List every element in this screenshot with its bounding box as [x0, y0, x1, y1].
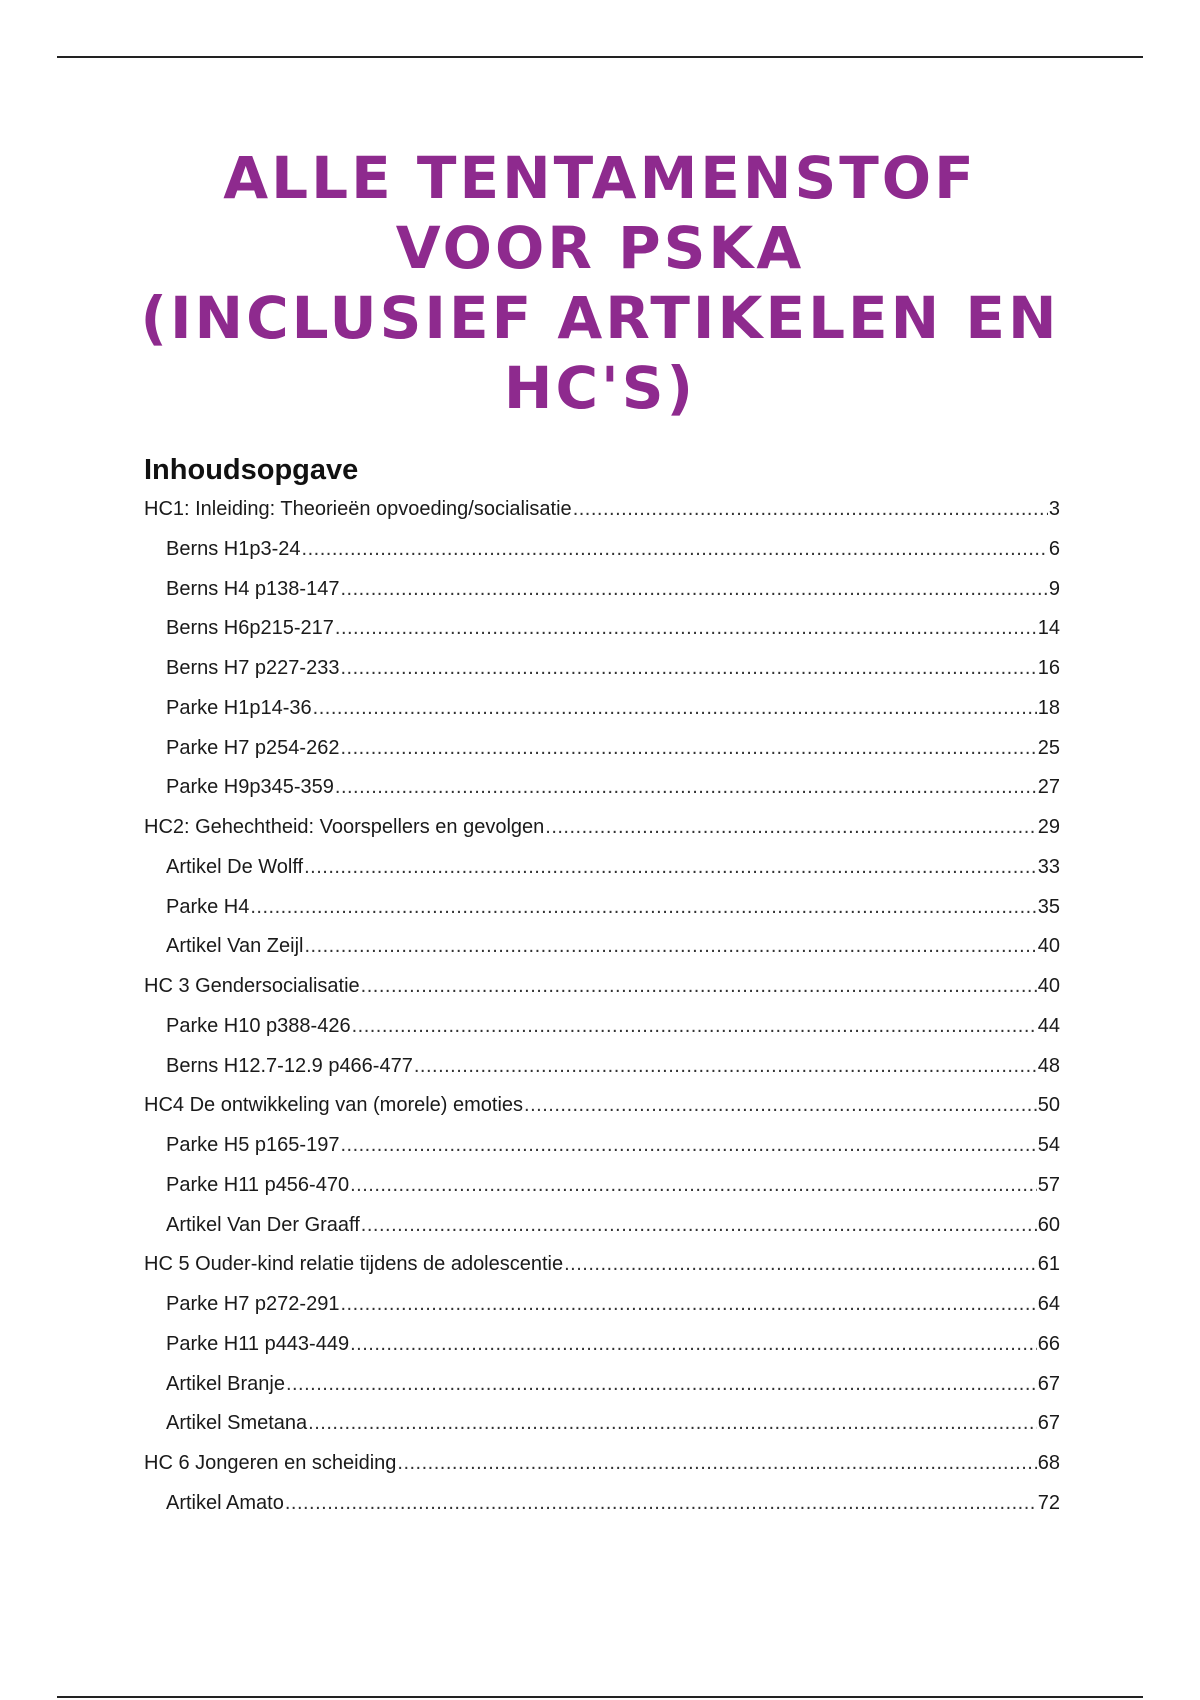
toc-entry[interactable]	[144, 1174, 1060, 1214]
toc-entry-page-number: 48	[1037, 1054, 1060, 1077]
document-title	[120, 143, 1080, 423]
top-rule	[57, 56, 1143, 58]
toc-entry[interactable]	[144, 657, 1060, 697]
toc-entry-page-number: 40	[1037, 975, 1060, 997]
toc-entry-label: Parke H11 p456-470	[166, 1173, 350, 1196]
toc-entry-label: Parke H10 p388-426	[166, 1014, 351, 1037]
toc-entry-page-number: 16	[1037, 657, 1060, 679]
toc-entry[interactable]	[144, 1055, 1060, 1095]
toc-entry-label: Berns H7 p227-233	[166, 657, 340, 679]
toc-entry[interactable]	[144, 1134, 1060, 1174]
toc-entry[interactable]	[144, 1015, 1060, 1055]
toc-entry-page-number: 54	[1037, 1134, 1060, 1156]
toc-entry-page-number: 14	[1037, 617, 1060, 640]
toc-dot-leader	[285, 1492, 1037, 1515]
title-line: HC'S)	[503, 354, 697, 422]
toc-entry-page-number: 33	[1037, 855, 1060, 878]
toc-entry-label: Parke H4	[166, 895, 250, 918]
toc-entry-page-number: 68	[1037, 1452, 1060, 1474]
toc-dot-leader	[414, 1055, 1037, 1078]
toc-dot-leader	[308, 1412, 1037, 1435]
toc-dot-leader	[397, 1452, 1036, 1475]
toc-entry[interactable]	[144, 578, 1060, 618]
toc-entry-page-number: 40	[1037, 935, 1060, 958]
toc-entry-label: Artikel De Wolff	[166, 855, 304, 878]
toc-dot-leader	[350, 1333, 1037, 1356]
toc-entry-page-number: 67	[1037, 1412, 1060, 1435]
toc-entry-label: Parke H9p345-359	[166, 776, 334, 799]
bottom-rule	[57, 1696, 1143, 1698]
toc-entry-label: Artikel Van Der Graaff	[166, 1213, 360, 1236]
toc-entry-label: Parke H5 p165-197	[166, 1134, 340, 1156]
toc-entry-page-number: 6	[1048, 537, 1060, 560]
toc-entry-page-number: 64	[1037, 1293, 1060, 1315]
toc-entry-label: HC 5 Ouder-kind relatie tijdens de adolescentie	[144, 1253, 564, 1276]
toc-entry-page-number: 66	[1037, 1332, 1060, 1355]
toc-entry[interactable]	[144, 1253, 1060, 1293]
toc-entry-page-number: 9	[1048, 577, 1060, 600]
toc-dot-leader	[340, 1293, 1036, 1316]
toc-entry-label: HC 6 Jongeren en scheiding	[144, 1452, 397, 1474]
toc-dot-leader	[564, 1253, 1037, 1276]
toc-entry-page-number: 25	[1037, 736, 1060, 759]
toc-entry-label: HC 3 Gendersocialisatie	[144, 975, 360, 997]
toc-entry[interactable]	[144, 856, 1060, 896]
title-line: VOOR PSKA	[395, 214, 805, 282]
toc-entry-page-number: 35	[1037, 895, 1060, 918]
toc-entry-page-number: 72	[1037, 1491, 1060, 1514]
toc-entry[interactable]	[144, 975, 1060, 1015]
toc-dot-leader	[340, 657, 1036, 680]
toc-entry[interactable]	[144, 1373, 1060, 1413]
toc-entry[interactable]	[144, 1333, 1060, 1373]
toc-entry[interactable]	[144, 1412, 1060, 1452]
toc-entry-label: Artikel Branje	[166, 1372, 285, 1395]
toc-entry[interactable]	[144, 1293, 1060, 1333]
toc-dot-leader	[352, 1015, 1037, 1038]
toc-dot-leader	[524, 1094, 1037, 1117]
toc-entry[interactable]	[144, 896, 1060, 936]
toc-entry-label: HC2: Gehechtheid: Voorspellers en gevolgen	[144, 816, 545, 838]
toc-entry-page-number: 29	[1037, 816, 1060, 838]
toc-dot-leader	[304, 856, 1037, 879]
toc-dot-leader	[573, 498, 1048, 521]
toc-dot-leader	[313, 697, 1037, 720]
toc-entry[interactable]	[144, 1094, 1060, 1134]
toc-dot-leader	[335, 617, 1037, 640]
toc-entry[interactable]	[144, 697, 1060, 737]
toc-entry-page-number: 67	[1037, 1372, 1060, 1395]
toc-dot-leader	[361, 975, 1037, 998]
toc-entry[interactable]	[144, 1214, 1060, 1254]
toc-entry-label: HC1: Inleiding: Theorieën opvoeding/socialisatie	[144, 498, 572, 520]
toc-entry[interactable]	[144, 737, 1060, 777]
toc-dot-leader	[361, 1214, 1037, 1237]
toc-entry-label: Artikel Smetana	[166, 1412, 308, 1435]
toc-entry-page-number: 27	[1037, 776, 1060, 799]
toc-entry-page-number: 61	[1037, 1253, 1060, 1276]
toc-dot-leader	[340, 578, 1047, 601]
toc-entry-label: Parke H7 p272-291	[166, 1293, 340, 1315]
toc-entry[interactable]	[144, 1492, 1060, 1532]
title-line: (INCLUSIEF ARTIKELEN EN	[140, 284, 1060, 352]
toc-entry-label: Parke H1p14-36	[166, 696, 312, 719]
toc-entry-label: Berns H4 p138-147	[166, 577, 340, 600]
toc-entry[interactable]	[144, 617, 1060, 657]
toc-dot-leader	[340, 737, 1036, 760]
toc-entry-label: Artikel Van Zeijl	[166, 935, 304, 958]
toc-entry[interactable]	[144, 776, 1060, 816]
toc-entry-page-number: 44	[1037, 1014, 1060, 1037]
toc-entry-page-number: 50	[1037, 1094, 1060, 1117]
toc-entry-label: Artikel Amato	[166, 1491, 284, 1514]
toc-entry[interactable]	[144, 935, 1060, 975]
toc-entry-page-number: 60	[1037, 1213, 1060, 1236]
toc-entry-label: Parke H7 p254-262	[166, 736, 340, 759]
table-of-contents	[144, 498, 1060, 1532]
toc-entry[interactable]	[144, 816, 1060, 856]
toc-entry-page-number: 57	[1037, 1173, 1060, 1196]
toc-dot-leader	[350, 1174, 1037, 1197]
toc-dot-leader	[545, 816, 1036, 839]
toc-dot-leader	[335, 776, 1037, 799]
toc-heading: Inhoudsopgave	[144, 454, 359, 486]
toc-dot-leader	[304, 935, 1036, 958]
toc-entry[interactable]	[144, 538, 1060, 578]
toc-entry[interactable]	[144, 1452, 1060, 1492]
toc-entry-label: HC4 De ontwikkeling van (morele) emoties	[144, 1094, 524, 1117]
toc-dot-leader	[302, 538, 1048, 561]
toc-entry-label: Berns H1p3-24	[166, 537, 301, 560]
toc-entry-label: Parke H11 p443-449	[166, 1332, 350, 1355]
toc-entry[interactable]	[144, 498, 1060, 538]
toc-entry-page-number: 18	[1037, 696, 1060, 719]
toc-entry-page-number: 3	[1048, 498, 1060, 520]
title-line: ALLE TENTAMENSTOF	[223, 144, 977, 212]
toc-dot-leader	[250, 896, 1036, 919]
toc-dot-leader	[340, 1134, 1036, 1157]
toc-dot-leader	[286, 1373, 1037, 1396]
toc-entry-label: Berns H12.7-12.9 p466-477	[166, 1054, 413, 1077]
toc-entry-label: Berns H6p215-217	[166, 617, 334, 640]
